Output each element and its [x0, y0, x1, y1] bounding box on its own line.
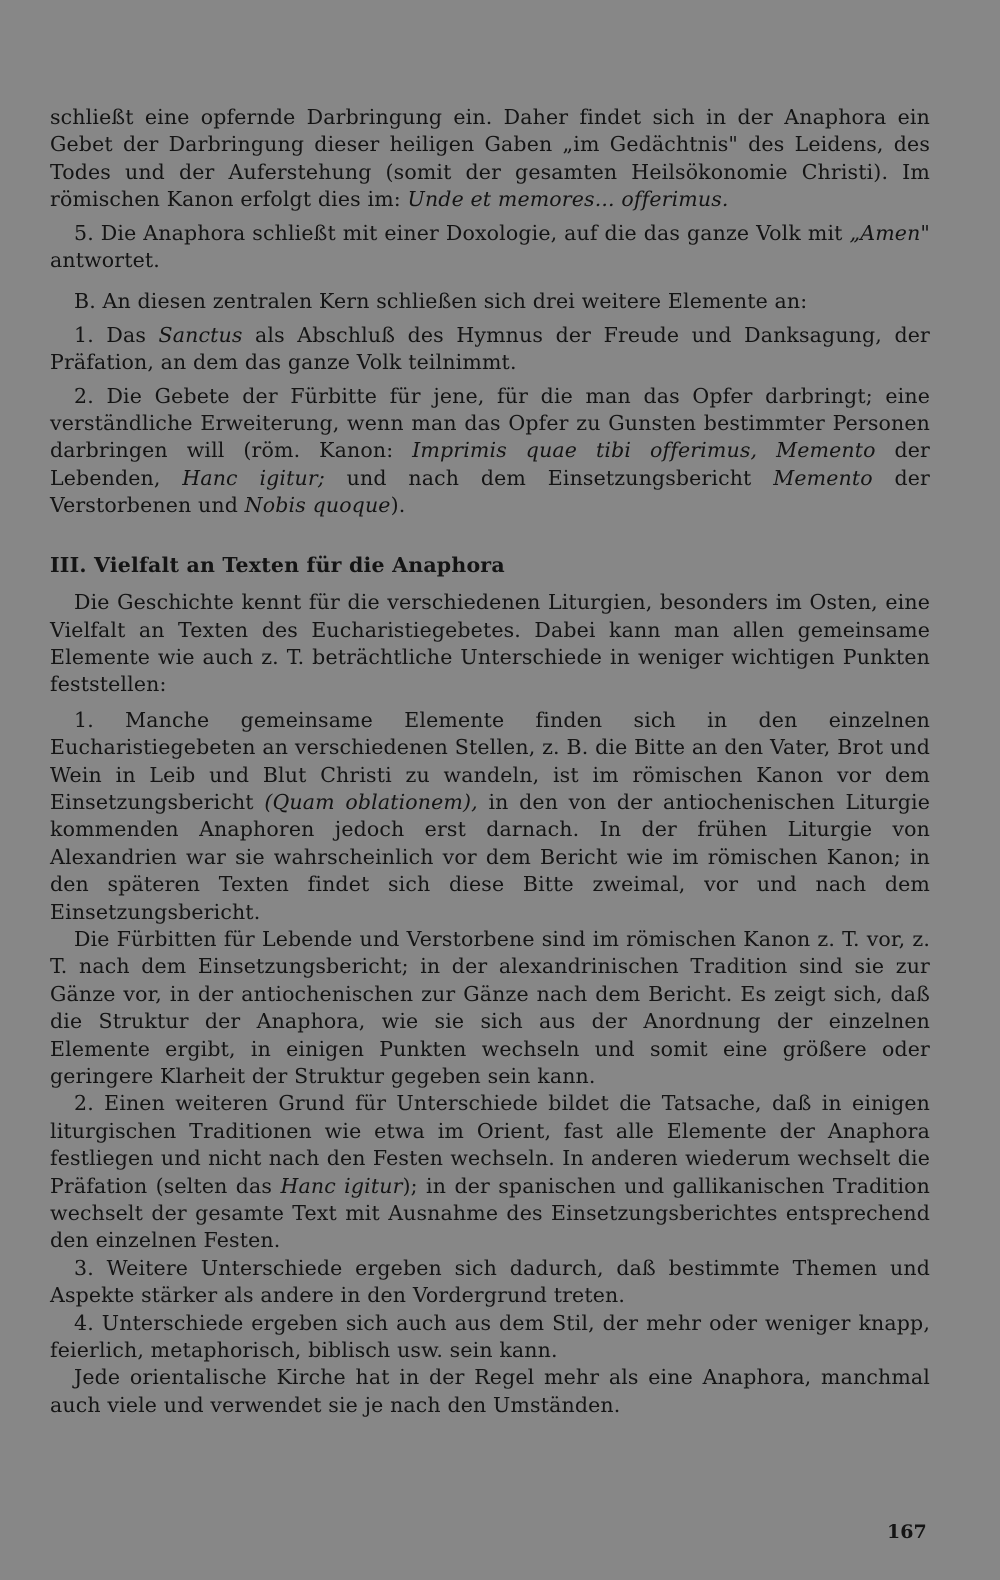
text-run: 3. Weitere Unterschiede ergeben sich dadurch, daß bestimmte Themen und Aspekte stärker als andere in den Vordergrund treten.: [50, 1255, 930, 1308]
latin-quote: Imprimis quae tibi offerimus, Memento: [412, 438, 876, 463]
text-run: als Abschluß des Hymnus der Freude und Danksagung, der Präfation, an dem das ganze Volk teilnimmt.: [50, 322, 930, 375]
text-run: ); in der spanischen und gallikanischen Tradition wechselt der gesamte Text mit Ausnahme des Einsetzungsberichtes entsprechend den einzelnen Festen.: [50, 1173, 930, 1253]
latin-quote: Unde et memores... offerimus.: [407, 187, 729, 212]
text-run: 2. Einen weiteren Grund für Unterschiede bildet die Tatsache, daß in einigen liturgischen Traditionen wie etwa im Orient, fast alle Elemente der Anaphora festliegen und nicht nach den Festen wechseln. In anderen wiederum wechselt die Präfation (selten das: [50, 1091, 930, 1198]
text-run: und nach dem Einsetzungsbericht: [324, 465, 774, 490]
text-run: 5. Die Anaphora schließt mit einer Doxologie, auf die das ganze Volk mit: [74, 220, 850, 245]
latin-quote: Nobis quoque: [244, 493, 391, 518]
text-run: 4. Unterschiede ergeben sich auch aus dem Stil, der mehr oder weniger knapp, feierlich, metaphorisch, biblisch usw. sein kann.: [50, 1310, 930, 1363]
text-run: ).: [390, 493, 406, 518]
paragraph-closing: [50, 1364, 930, 1419]
paragraph-section-b: [50, 288, 930, 315]
text-run: Jede orientalische Kirche hat in der Regel mehr als eine Anaphora, manchmal auch viele und verwendet sie je nach den Umständen.: [50, 1365, 930, 1417]
latin-quote: Hanc igitur: [280, 1173, 403, 1198]
paragraph-item-5: [50, 220, 930, 275]
text-run: der Lebenden,: [50, 438, 931, 490]
page-number: 167: [887, 1521, 927, 1543]
paragraph-intro-1: [50, 104, 930, 214]
paragraph-iii-item-2: [50, 1090, 930, 1254]
latin-quote: Memento: [773, 465, 873, 490]
latin-quote: Sanctus: [158, 322, 243, 347]
latin-quote: „Amen": [849, 220, 930, 245]
paragraph-b-item-2: [50, 383, 930, 520]
text-run: Die Geschichte kennt für die verschiedenen Liturgien, besonders im Osten, eine Vielfalt an Texten des Eucharistiegebetes. Dabei kann man allen gemeinsame Elemente wie auch z. T. beträchtliche Unterschiede in weniger wichtigen Punkten feststellen:: [50, 590, 930, 697]
paragraph-iii-item-3: [50, 1255, 930, 1310]
latin-quote: Hanc igitur;: [182, 465, 325, 490]
text-run: der Verstorbenen und: [50, 465, 930, 518]
text-run: schließt eine opfernde Darbringung ein. Daher findet sich in der Anaphora ein Gebet der Darbringung dieser heiligen Gaben „im Gedächtnis" des Leidens, des Todes und der Auferstehung (somit der gesamten Heilsökonomie Christi). Im römischen Kanon erfolgt dies im:: [50, 105, 930, 212]
latin-quote: (Quam oblationem),: [264, 789, 478, 814]
paragraph-intercessions: [50, 926, 930, 1090]
text-run: antwortet.: [50, 248, 160, 273]
paragraph-iii-item-1: [50, 707, 930, 926]
paragraph-iii-item-4: [50, 1310, 930, 1365]
text-run: Die Fürbitten für Lebende und Verstorbene sind im römischen Kanon z. T. vor, z. T. nach dem Einsetzungsbericht; in der alexandrinischen Tradition sind sie zur Gänze vor, in der antiochenischen zur Gänze nach dem Bericht. Es zeigt sich, daß die Struktur der Anaphora, wie sie sich aus der Anordnung der einzelnen Elemente ergibt, in einigen Punkten wechseln und somit eine größere oder geringere Klarheit der Struktur gegeben sein kann.: [50, 926, 930, 1088]
paragraph-section-intro: [50, 589, 930, 699]
text-run: in den von der antiochenischen Liturgie kommenden Anaphoren jedoch erst darnach. In der frühen Liturgie von Alexandrien war sie wahrscheinlich vor dem Bericht wie im römischen Kanon; in den späteren Texten findet sich diese Bitte zweimal, vor und nach dem Einsetzungsbericht.: [50, 789, 930, 924]
text-run: 1. Das: [74, 322, 159, 347]
text-run: 1. Manche gemeinsame Elemente finden sich in den einzelnen Eucharistiegebeten an verschiedenen Stellen, z. B. die Bitte an den Vater, Brot und Wein in Leib und Blut Christi zu wandeln, ist im römischen Kanon vor dem Einsetzungsbericht: [50, 707, 930, 814]
text-run: B. An diesen zentralen Kern schließen sich drei weitere Elemente an:: [74, 289, 808, 314]
text-run: 2. Die Gebete der Fürbitte für jene, für die man das Opfer darbringt; eine verständliche Erweiterung, wenn man das Opfer zu Gunsten bestimmter Personen darbringen will (röm. Kanon:: [50, 383, 930, 463]
section-heading: III. Vielfalt an Texten für die Anaphora: [50, 552, 505, 577]
page-text-block: [50, 104, 930, 1419]
paragraph-b-item-1: [50, 322, 930, 377]
